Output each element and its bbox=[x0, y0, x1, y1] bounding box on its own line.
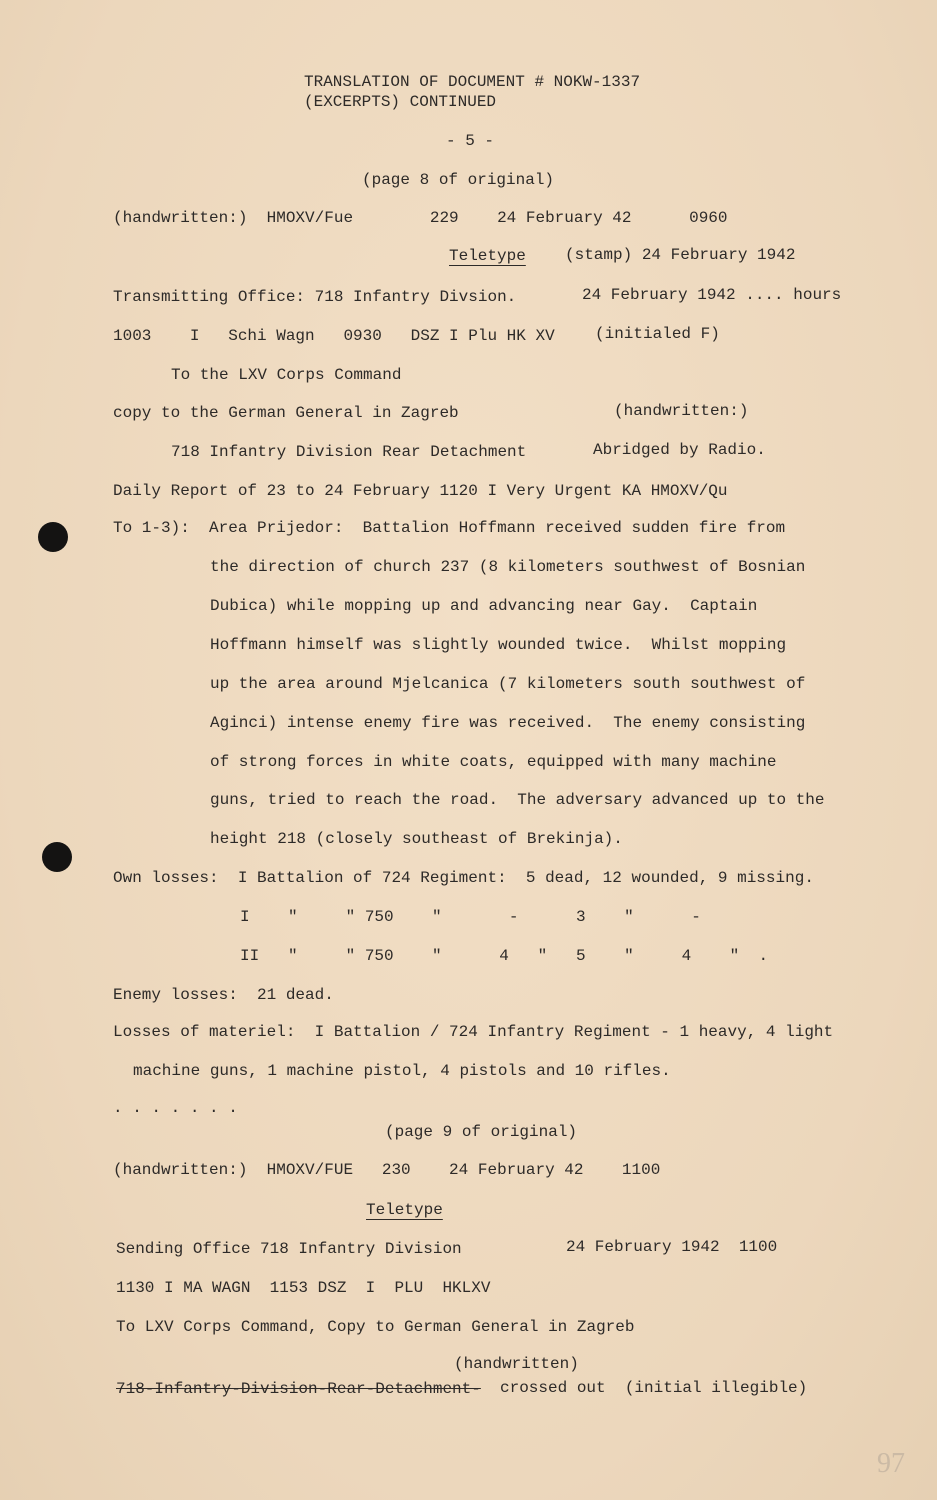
daily-report-line: Daily Report of 23 to 24 February 1120 I Very Urgent KA HMOXV/Qu bbox=[113, 482, 728, 500]
report-line: guns, tried to reach the road. The adversary advanced up to the bbox=[210, 791, 825, 809]
report-line: Dubica) while mopping up and advancing near Gay. Captain bbox=[210, 597, 758, 615]
handwritten-line-2: (handwritten:) HMOXV/FUE 230 24 February 42 1100 bbox=[113, 1161, 661, 1179]
punch-hole bbox=[42, 842, 72, 872]
losses-row: I " " 750 " - 3 " - bbox=[240, 908, 701, 926]
handwritten-note-2: (handwritten) bbox=[454, 1355, 579, 1373]
ellipsis: . . . . . . . bbox=[113, 1099, 238, 1117]
handwritten-line: (handwritten:) HMOXV/Fue 229 24 February 42 0960 bbox=[113, 209, 728, 227]
to-corps: To the LXV Corps Command bbox=[171, 366, 402, 384]
handwritten-note: (handwritten:) bbox=[614, 402, 749, 420]
report-line: Aginci) intense enemy fire was received. The enemy consisting bbox=[210, 714, 806, 732]
punch-hole bbox=[38, 522, 68, 552]
sending-office: Sending Office 718 Infantry Division bbox=[116, 1240, 462, 1258]
own-losses-line: Own losses: I Battalion of 724 Regiment: 5 dead, 12 wounded, 9 missing. bbox=[113, 869, 814, 887]
transmitting-date: 24 February 1942 .... hours bbox=[582, 286, 842, 304]
losses-row: II " " 750 " 4 " 5 " 4 " . bbox=[240, 947, 769, 965]
stamp-date: (stamp) 24 February 1942 bbox=[565, 246, 796, 264]
page-9-label: (page 9 of original) bbox=[385, 1123, 578, 1141]
copy-to: copy to the German General in Zagreb bbox=[113, 404, 459, 422]
transmission-codes-2: 1130 I MA WAGN 1153 DSZ I PLU HKLXV bbox=[116, 1279, 491, 1297]
page-marker: - 5 - bbox=[446, 132, 495, 150]
teletype-heading-2: Teletype bbox=[366, 1201, 443, 1219]
report-line: up the area around Mjelcanica (7 kilometers south southwest of bbox=[210, 675, 806, 693]
page-8-label: (page 8 of original) bbox=[362, 171, 555, 189]
struck-line: 718-Infantry-Division-Rear-Detachment- bbox=[116, 1380, 481, 1398]
transmitting-office: Transmitting Office: 718 Infantry Divsion. bbox=[113, 288, 517, 306]
abridged-note: Abridged by Radio. bbox=[593, 441, 766, 459]
teletype-heading: Teletype bbox=[449, 247, 526, 265]
materiel-line-2: machine guns, 1 machine pistol, 4 pistols and 10 rifles. bbox=[133, 1062, 671, 1080]
report-line: height 218 (closely southeast of Brekinja). bbox=[210, 830, 623, 848]
title-line-1: TRANSLATION OF DOCUMENT # NOKW-1337 bbox=[304, 73, 641, 91]
materiel-line-1: Losses of materiel: I Battalion / 724 Infantry Regiment - 1 heavy, 4 light bbox=[113, 1023, 834, 1041]
crossed-out-note: crossed out (initial illegible) bbox=[500, 1379, 808, 1397]
enemy-losses: Enemy losses: 21 dead. bbox=[113, 986, 334, 1004]
sending-date: 24 February 1942 1100 bbox=[566, 1238, 778, 1256]
to-corps-2: To LXV Corps Command, Copy to German General in Zagreb bbox=[116, 1318, 635, 1336]
report-line: the direction of church 237 (8 kilometers southwest of Bosnian bbox=[210, 558, 806, 576]
rear-detachment: 718 Infantry Division Rear Detachment bbox=[171, 443, 527, 461]
initialed-note: (initialed F) bbox=[595, 325, 720, 343]
report-line: of strong forces in white coats, equipped with many machine bbox=[210, 753, 777, 771]
title-line-2: (EXCERPTS) CONTINUED bbox=[304, 93, 497, 111]
archive-number: 97 bbox=[877, 1448, 905, 1479]
report-line: Hoffmann himself was slightly wounded twice. Whilst mopping bbox=[210, 636, 787, 654]
report-line: To 1-3): Area Prijedor: Battalion Hoffmann received sudden fire from bbox=[113, 519, 786, 537]
transmission-codes: 1003 I Schi Wagn 0930 DSZ I Plu HK XV bbox=[113, 327, 555, 345]
